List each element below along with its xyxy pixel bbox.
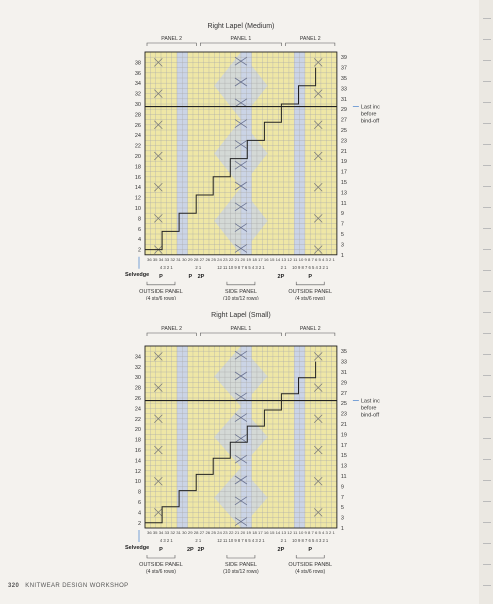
note-text: before: [360, 405, 377, 412]
stitch-column: [204, 52, 209, 255]
row-number-right: 1: [340, 526, 344, 532]
caption-name: OUTSIDE PANEL: [139, 288, 183, 295]
purl-mark: P: [159, 547, 163, 553]
row-number-left: 34: [134, 81, 141, 88]
repeat-numbers: 10 9 8 7 6 5 4 3 2 1: [292, 538, 329, 543]
stitch-column: [273, 52, 278, 255]
row-number-right: 31: [340, 370, 348, 376]
margin-tick: [483, 375, 491, 376]
row-number-left: 12: [134, 195, 141, 202]
row-number-left: 12: [134, 468, 141, 475]
row-number-right: 13: [340, 463, 348, 470]
row-number-right: 9: [340, 211, 344, 218]
margin-tick: [483, 417, 491, 418]
margin-tick: [483, 270, 491, 271]
margin-tick: [483, 396, 491, 397]
row-number-right: 35: [340, 349, 348, 356]
row-number-left: 28: [134, 385, 141, 392]
stitch-column: [161, 52, 166, 255]
panel-label: PANEL 2: [299, 36, 321, 42]
margin-tick: [483, 459, 491, 460]
panel-label: PANEL 1: [230, 326, 252, 332]
row-number-right: 1: [340, 252, 344, 259]
caption-bracket: [147, 282, 175, 285]
row-number-right: 7: [340, 221, 344, 228]
row-number-left: 30: [134, 102, 141, 108]
stitch-column: [278, 346, 283, 528]
stitch-column: [305, 346, 310, 528]
caption-bracket: [227, 282, 255, 285]
row-number-left: 30: [134, 375, 141, 382]
row-number-right: 3: [340, 515, 344, 522]
stitch-column: [332, 346, 337, 528]
chart-right-lapel-small: [0, 300, 493, 580]
stitch-column: [156, 346, 161, 528]
caption-bracket: [147, 555, 175, 558]
caption-name: OUTSIDE PANBL: [288, 562, 333, 568]
stitch-column: [166, 52, 171, 255]
running-title: KNITWEAR DESIGN WORKSHOP: [25, 583, 129, 589]
row-number-left: 18: [134, 437, 141, 444]
margin-tick: [483, 501, 491, 502]
margin-tick: [483, 438, 491, 439]
row-number-left: 16: [134, 174, 141, 181]
stitch-column: [294, 346, 299, 528]
row-number-left: 20: [134, 427, 141, 434]
row-number-left: 32: [134, 364, 141, 371]
stitch-column: [150, 346, 155, 528]
row-number-right: 29: [340, 107, 348, 114]
note-text: Last inc: [360, 398, 380, 405]
repeat-numbers: 2 1: [195, 538, 202, 543]
stitch-column: [172, 346, 177, 528]
row-number-left: 38: [134, 60, 141, 67]
stitch-column: [268, 346, 273, 528]
stitch-column: [209, 52, 214, 255]
row-number-right: 23: [340, 411, 348, 418]
stitch-column: [150, 52, 155, 255]
stitch-column: [145, 52, 150, 255]
row-number-left: 24: [134, 133, 141, 140]
stitch-column: [316, 52, 321, 255]
margin-tick: [483, 102, 491, 103]
row-number-right: 15: [340, 180, 348, 186]
panel-label: PANEL 2: [161, 326, 183, 332]
repeat-numbers: 4 3 2 1: [159, 264, 173, 270]
purl-mark: 2P: [197, 273, 205, 280]
stitch-column: [172, 52, 177, 255]
margin-tick: [483, 60, 491, 61]
repeat-numbers: 2 1: [280, 264, 287, 270]
row-number-right: 19: [340, 159, 348, 166]
purl-mark: P: [159, 273, 163, 280]
margin-tick: [483, 228, 491, 229]
stitch-column: [268, 52, 273, 255]
stitch-column: [204, 346, 209, 528]
row-number-right: 31: [340, 96, 348, 103]
row-number-right: 21: [340, 422, 348, 428]
row-number-left: 2: [137, 520, 141, 527]
stitch-column: [321, 52, 326, 255]
selvedge-label: Selvedge: [125, 545, 150, 551]
row-number-right: 25: [340, 401, 348, 408]
stitch-column: [310, 52, 315, 255]
row-number-right: 11: [340, 200, 347, 207]
stitch-column: [182, 346, 187, 528]
stitch-column: [209, 346, 214, 528]
caption-name: SIDE PANEL: [224, 288, 257, 295]
stitch-column: [278, 52, 283, 255]
row-number-left: 16: [134, 448, 141, 454]
row-number-left: 20: [134, 154, 141, 160]
caption-detail: (4 sts/6 rows): [295, 569, 326, 575]
margin-tick: [483, 354, 491, 355]
stitch-column: [273, 346, 278, 528]
margin-tick: [483, 585, 491, 586]
row-number-right: 29: [340, 380, 348, 387]
caption-name: OUTSIDE PANEL: [288, 288, 333, 295]
row-number-left: 28: [134, 112, 141, 119]
chart-title: Right Lapel (Small): [211, 312, 271, 319]
stitch-column: [316, 346, 321, 528]
row-number-left: 14: [134, 458, 141, 465]
stitch-column: [193, 346, 198, 528]
stitch-column: [161, 346, 166, 528]
page-number: 320: [8, 583, 20, 589]
stitch-column: [198, 346, 203, 528]
caption-detail: (4 sts/6 rows): [145, 295, 176, 300]
note-text: bind-off: [360, 412, 380, 419]
stitch-column: [177, 52, 182, 255]
margin-tick: [483, 564, 491, 565]
row-number-right: 27: [340, 117, 348, 124]
panel-bracket: [147, 43, 196, 46]
caption-bracket: [296, 555, 324, 558]
row-number-left: 10: [134, 206, 141, 212]
row-number-right: 19: [340, 432, 348, 439]
panel-bracket: [200, 333, 281, 336]
caption-detail: (4 sts/6 rows): [295, 295, 326, 300]
row-number-left: 8: [137, 216, 141, 223]
purl-mark: 2P: [277, 547, 285, 553]
row-number-right: 37: [340, 65, 348, 72]
purl-mark: P: [308, 547, 313, 553]
row-number-right: 27: [340, 390, 348, 397]
margin-tick: [483, 186, 491, 187]
margin-tick: [483, 522, 491, 523]
panel-bracket: [147, 333, 196, 336]
margin-tick: [483, 291, 491, 292]
repeat-numbers: 10 9 8 7 6 5 4 3 2 1: [292, 264, 329, 270]
row-number-left: 8: [137, 489, 141, 496]
stitch-column: [310, 346, 315, 528]
row-number-right: 5: [340, 232, 344, 238]
chart-small-svg: [0, 300, 493, 580]
panel-label: PANEL 1: [230, 36, 252, 42]
row-number-left: 32: [134, 91, 141, 98]
row-number-right: 7: [340, 494, 344, 501]
repeat-numbers: 12 11 10 9 8 7 6 5 4 3 2 1: [217, 538, 265, 543]
stitch-column: [300, 52, 305, 255]
stitch-column: [188, 52, 193, 255]
row-number-left: 4: [137, 237, 141, 244]
stitch-column: [177, 346, 182, 528]
stitch-column: [326, 52, 331, 255]
stitch-numbers: 36 35 34 33 32 31 30 29 28 27 26 25 24 23 22 21 20 19 18 17 16 15 14 13 12 11 10 9 8 7 6 5 4 3 2 1: [147, 531, 336, 535]
row-number-right: 25: [340, 128, 348, 134]
caption-name: SIDE PANEL: [224, 562, 257, 568]
margin-tick: [483, 312, 491, 313]
page-footer: [8, 583, 129, 589]
stitch-column: [284, 52, 289, 255]
row-number-right: 17: [340, 169, 348, 176]
panel-bracket: [200, 43, 281, 46]
purl-mark: 2P: [197, 547, 205, 553]
repeat-numbers: 2 1: [280, 538, 287, 543]
row-number-left: 14: [134, 185, 141, 192]
chart-right-lapel-medium: [0, 0, 493, 300]
row-number-right: 9: [340, 484, 344, 491]
chart-title: Right Lapel (Medium): [207, 23, 275, 30]
row-number-left: 36: [134, 70, 141, 77]
row-number-left: 22: [134, 416, 141, 423]
row-number-right: 17: [340, 442, 348, 449]
stitch-column: [332, 52, 337, 255]
stitch-column: [156, 52, 161, 255]
stitch-column: [294, 52, 299, 255]
caption-detail: (4 sts/6 rows): [145, 569, 176, 575]
margin-tick: [483, 333, 491, 334]
row-number-right: 33: [340, 359, 348, 366]
row-number-left: 26: [134, 396, 141, 402]
row-number-left: 18: [134, 164, 141, 171]
row-number-left: 34: [134, 354, 141, 361]
row-number-right: 39: [340, 55, 348, 62]
note-text: bind-off: [360, 118, 380, 125]
row-number-right: 33: [340, 86, 348, 93]
caption-bracket: [227, 555, 255, 558]
margin-tick: [483, 249, 491, 250]
note-text: before: [360, 111, 377, 118]
chart-medium-svg: [0, 0, 493, 300]
repeat-numbers: 12 11 10 9 8 7 6 5 4 3 2 1: [217, 264, 265, 270]
row-number-left: 6: [137, 500, 141, 506]
row-number-right: 35: [340, 76, 348, 82]
row-number-right: 13: [340, 190, 348, 197]
stitch-column: [289, 346, 294, 528]
row-number-left: 26: [134, 122, 141, 129]
panel-bracket: [286, 43, 335, 46]
panel-label: PANEL 2: [161, 36, 183, 42]
margin-tick: [483, 18, 491, 19]
stitch-column: [166, 346, 171, 528]
row-number-left: 2: [137, 247, 141, 254]
margin-tick: [483, 39, 491, 40]
stitch-column: [300, 346, 305, 528]
margin-tick: [483, 543, 491, 544]
row-number-right: 3: [340, 242, 344, 249]
repeat-numbers: 4 3 2 1: [159, 538, 173, 543]
stitch-column: [305, 52, 310, 255]
panel-bracket: [286, 333, 335, 336]
margin-tick: [483, 123, 491, 124]
row-number-right: 15: [340, 453, 348, 460]
caption-detail: (10 sts/12 rows): [223, 295, 259, 300]
caption-detail: (10 sts/12 rows): [223, 569, 259, 575]
stitch-column: [284, 346, 289, 528]
row-number-right: 11: [340, 474, 347, 480]
purl-mark: P: [188, 273, 193, 280]
note-text: Last inc: [360, 104, 380, 111]
margin-tick: [483, 165, 491, 166]
selvedge-label: Selvedge: [125, 271, 150, 278]
stitch-column: [145, 346, 150, 528]
stitch-numbers: 36 35 34 33 32 31 30 29 28 27 26 25 24 23 22 21 20 19 18 17 16 15 14 13 12 11 10 9 8 7 6 5 4 3 2 1: [147, 257, 336, 262]
caption-bracket: [296, 282, 324, 285]
row-number-left: 10: [134, 479, 141, 486]
row-number-left: 22: [134, 143, 141, 150]
stitch-column: [182, 52, 187, 255]
stitch-column: [321, 346, 326, 528]
margin-tick: [483, 144, 491, 145]
margin-tick: [483, 480, 491, 481]
row-number-right: 5: [340, 505, 344, 512]
panel-label: PANEL 2: [299, 326, 321, 332]
stitch-column: [188, 346, 193, 528]
stitch-column: [198, 52, 203, 255]
row-number-right: 21: [340, 148, 348, 155]
stitch-column: [326, 346, 331, 528]
margin-tick: [483, 81, 491, 82]
repeat-numbers: 2 1: [195, 264, 202, 270]
purl-mark: P: [308, 273, 313, 280]
stitch-column: [289, 52, 294, 255]
purl-mark: 2P: [277, 273, 285, 280]
purl-mark: 2P: [186, 547, 194, 553]
margin-tick: [483, 207, 491, 208]
row-number-left: 6: [137, 226, 141, 233]
stitch-column: [193, 52, 198, 255]
row-number-left: 24: [134, 406, 141, 413]
row-number-left: 4: [137, 510, 141, 517]
row-number-right: 23: [340, 138, 348, 145]
caption-name: OUTSIDE PANEL: [139, 562, 183, 568]
